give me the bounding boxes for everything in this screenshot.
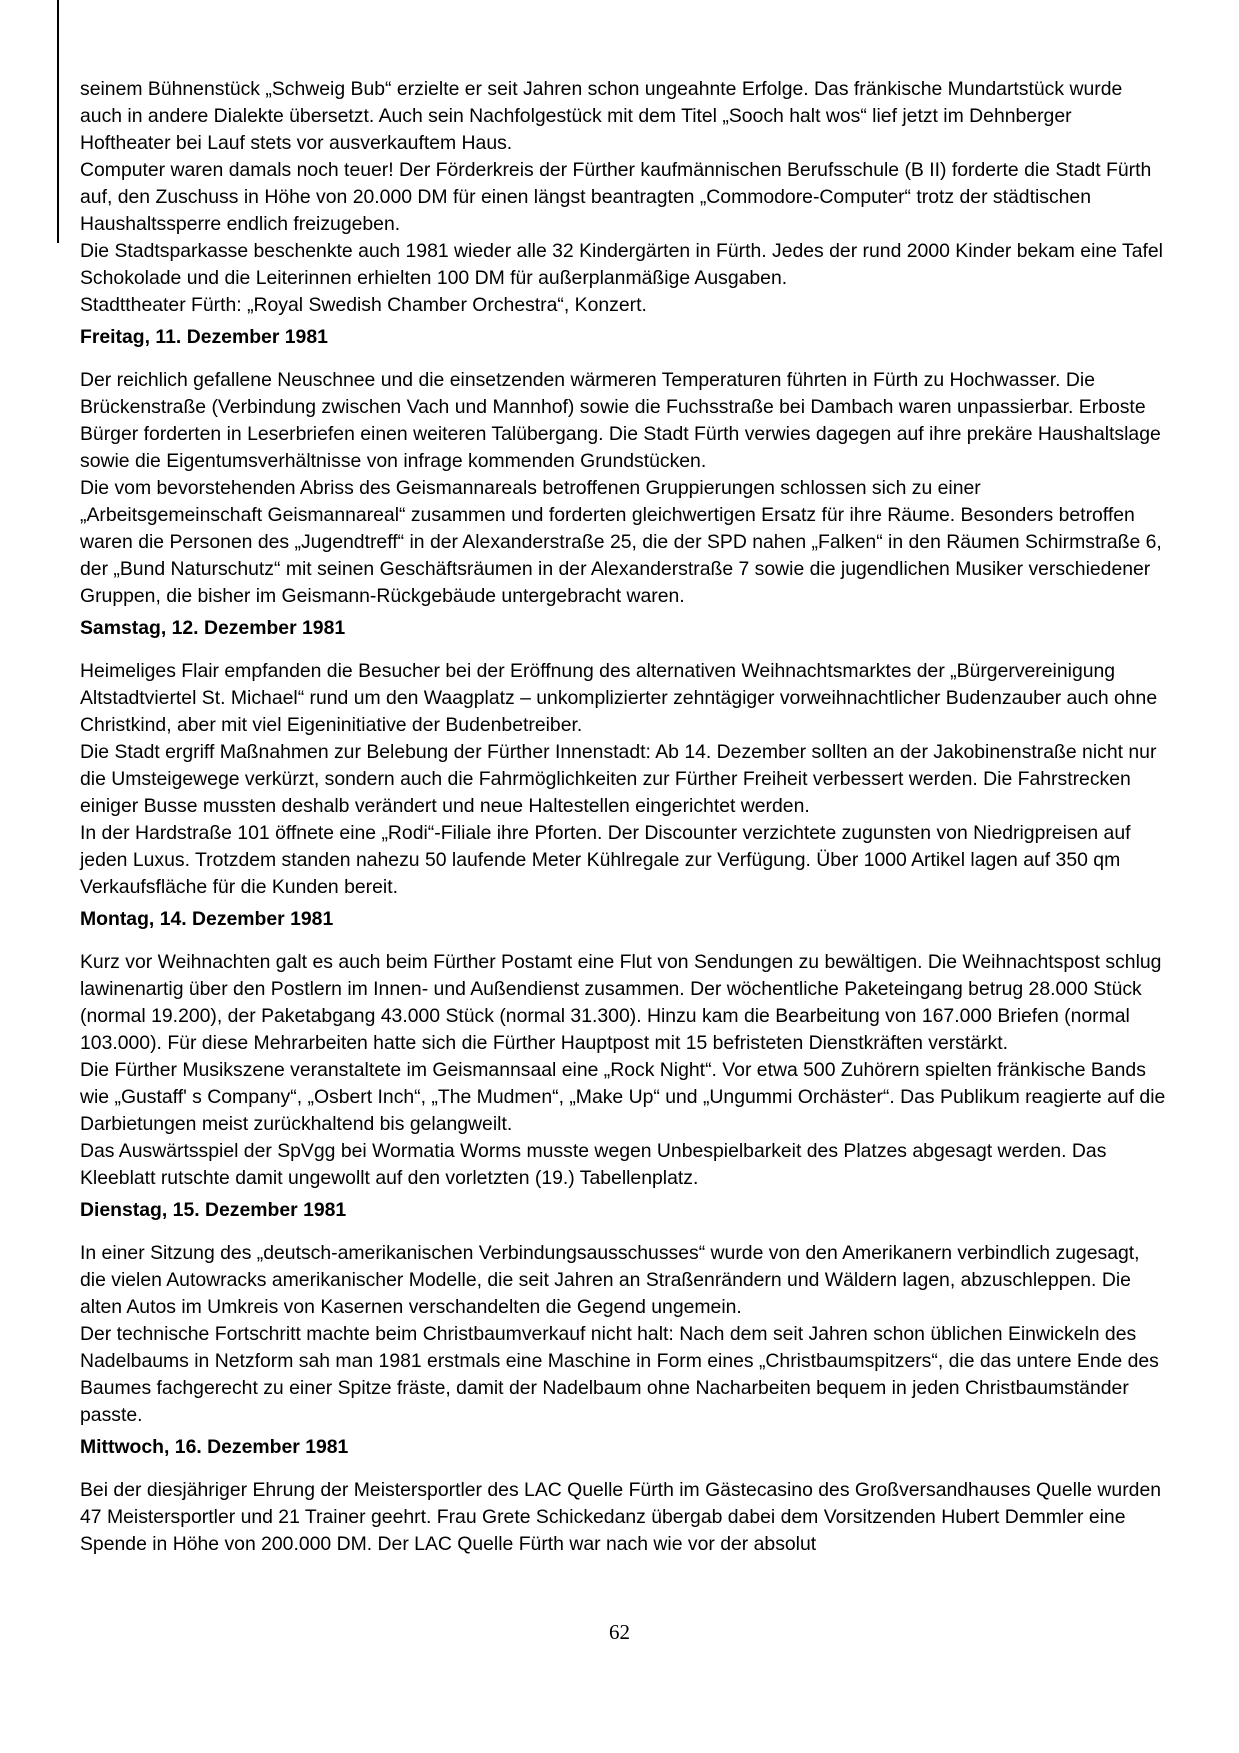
paragraph: In einer Sitzung des „deutsch-amerikanischen Verbindungsausschusses“ wurde von den Amerikanern verbindlich zugesagt, die vielen Autowracks amerikanischer Modelle, die seit Jahren an Straßenrändern und Wäldern lagen, abzuschleppen. Die alten Autos im Umkreis von Kasernen verschandelten die Gegend ungemein. <box>80 1242 1140 1318</box>
paragraph: Der technische Fortschritt machte beim Christbaumverkauf nicht halt: Nach dem seit Jahren schon üblichen Einwickeln des Nadelbaums in Netzform sah man 1981 erstmals eine Maschine in Form eines „Christbaumspitzers“, die das untere Ende des Baumes fachgerecht zu einer Spitze fräste, damit der Nadelbaum ohne Nacharbeiten bequem in jeden Christbaumständer passte. <box>80 1323 1159 1426</box>
paragraph: Kurz vor Weihnachten galt es auch beim Fürther Postamt eine Flut von Sendungen zu bewältigen. Die Weihnachtspost schlug lawinenartig über den Postlern im Innen- und Außendienst zusammen. Der wöchentliche Paketeingang betrug 28.000 Stück (normal 19.200), der Paketabgang 43.000 Stück (normal 31.300). Hinzu kam die Bearbeitung von 167.000 Briefen (normal 103.000). Für diese Mehrarbeiten hatte sich die Fürther Hauptpost mit 15 befristeten Dienstkräften verstärkt. <box>80 951 1162 1054</box>
paragraph: Bei der diesjähriger Ehrung der Meistersportler des LAC Quelle Fürth im Gästecasino des Großversandhauses Quelle wurden 47 Meistersportler und 21 Trainer geehrt. Frau Grete Schickedanz übergab dabei dem Vorsitzenden Hubert Demmler eine Spende in Höhe von 200.000 DM. Der LAC Quelle Fürth war nach wie vor der absolut <box>80 1479 1162 1555</box>
scan-artifact-line <box>57 0 59 243</box>
paragraph: Das Auswärtsspiel der SpVgg bei Wormatia Worms musste wegen Unbespielbarkeit des Platzes abgesagt werden. Das Kleeblatt rutschte damit ungewollt auf den vorletzten (19.) Tabellenplatz. <box>80 1140 1107 1189</box>
paragraph: In der Hardstraße 101 öffnete eine „Rodi“-Filiale ihre Pforten. Der Discounter verzichtete zugunsten von Niedrigpreisen auf jeden Luxus. Trotzdem standen nahezu 50 laufende Meter Kühlregale zur Verfügung. Über 1000 Artikel lagen auf 350 qm Verkaufsfläche für die Kunden bereit. <box>80 822 1131 898</box>
page-number: 62 <box>609 1620 630 1644</box>
intro-paragraph-1: seinem Bühnenstück „Schweig Bub“ erzielte er seit Jahren schon ungeahnte Erfolge. Das fränkische Mundartstück wurde auch in andere Dialekte übersetzt. Auch sein Nachfolgestück mit dem Titel „Sooch halt wos“ lief jetzt im Dehnberger Hoftheater bei Lauf stets vor ausverkauftem Haus. <box>80 78 1123 154</box>
text-column <box>80 76 1166 1558</box>
paragraph: Die vom bevorstehenden Abriss des Geismannareals betroffenen Gruppierungen schlossen sich zu einer „Arbeitsgemeinschaft Geismannareal“ zusammen und forderten gleichwertigen Ersatz für ihre Räume. Besonders betroffen waren die Personen des „Jugendtreff“ in der Alexanderstraße 25, die der SPD nahen „Falken“ in den Räumen Schirmstraße 6, der „Bund Naturschutz“ mit seinen Geschäftsräumen in der Alexanderstraße 7 sowie die jugendlichen Musiker verschiedener Gruppen, die bisher im Geismann-Rückgebäude untergebracht waren. <box>80 477 1162 607</box>
paragraph: Der reichlich gefallene Neuschnee und die einsetzenden wärmeren Temperaturen führten in Fürth zu Hochwasser. Die Brückenstraße (Verbindung zwischen Vach und Mannhof) sowie die Fuchsstraße bei Dambach waren unpassierbar. Erboste Bürger forderten in Leserbriefen einen weiteren Talübergang. Die Stadt Fürth verwies dagegen auf ihre prekäre Haushaltslage sowie die Eigentumsverhältnisse von infrage kommenden Grundstücken. <box>80 369 1161 472</box>
paragraph: Heimeliges Flair empfanden die Besucher bei der Eröffnung des alternativen Weihnachtsmarktes der „Bürgervereinigung Altstadtviertel St. Michael“ rund um den Waagplatz – unkomplizierter zehntägiger vorweihnachtlicher Budenzauber auch ohne Christkind, aber mit viel Eigeninitiative der Budenbetreiber. <box>80 660 1158 736</box>
section-heading-mittwoch-16-dezember: Mittwoch, 16. Dezember 1981 <box>80 1436 349 1458</box>
paragraph: Die Fürther Musikszene veranstaltete im Geismannsaal eine „Rock Night“. Vor etwa 500 Zuhörern spielten fränkische Bands wie „Gustaff' s Company“, „Osbert Inch“, „The Mudmen“, „Make Up“ und „Ungummi Orchäster“. Das Publikum reagierte auf die Darbietungen meist zurückhaltend bis gelangweilt. <box>80 1059 1166 1135</box>
section-heading-freitag-11-dezember: Freitag, 11. Dezember 1981 <box>80 326 328 348</box>
intro-paragraph-4: Stadttheater Fürth: „Royal Swedish Chamber Orchestra“, Konzert. <box>80 294 647 316</box>
section-heading-montag-14-dezember: Montag, 14. Dezember 1981 <box>80 908 334 930</box>
section-heading-samstag-12-dezember: Samstag, 12. Dezember 1981 <box>80 617 346 639</box>
section-heading-dienstag-15-dezember: Dienstag, 15. Dezember 1981 <box>80 1199 347 1221</box>
intro-paragraph-2: Computer waren damals noch teuer! Der Förderkreis der Fürther kaufmännischen Berufsschule (B II) forderte die Stadt Fürth auf, den Zuschuss in Höhe von 20.000 DM für einen längst beantragten „Commodore-Computer“ trotz der städtischen Haushaltssperre endlich freizugeben. <box>80 159 1152 235</box>
paragraph: Die Stadt ergriff Maßnahmen zur Belebung der Fürther Innenstadt: Ab 14. Dezember sollten an der Jakobinenstraße nicht nur die Umsteigewege verkürzt, sondern auch die Fahrmöglichkeiten zur Fürther Freiheit verbessert werden. Die Fahrstrecken einiger Busse mussten deshalb verändert und neue Haltestellen eingerichtet werden. <box>80 741 1157 817</box>
intro-paragraph-3: Die Stadtsparkasse beschenkte auch 1981 wieder alle 32 Kindergärten in Fürth. Jedes der rund 2000 Kinder bekam eine Tafel Schokolade und die Leiterinnen erhielten 100 DM für außerplanmäßige Ausgaben. <box>80 240 1163 289</box>
